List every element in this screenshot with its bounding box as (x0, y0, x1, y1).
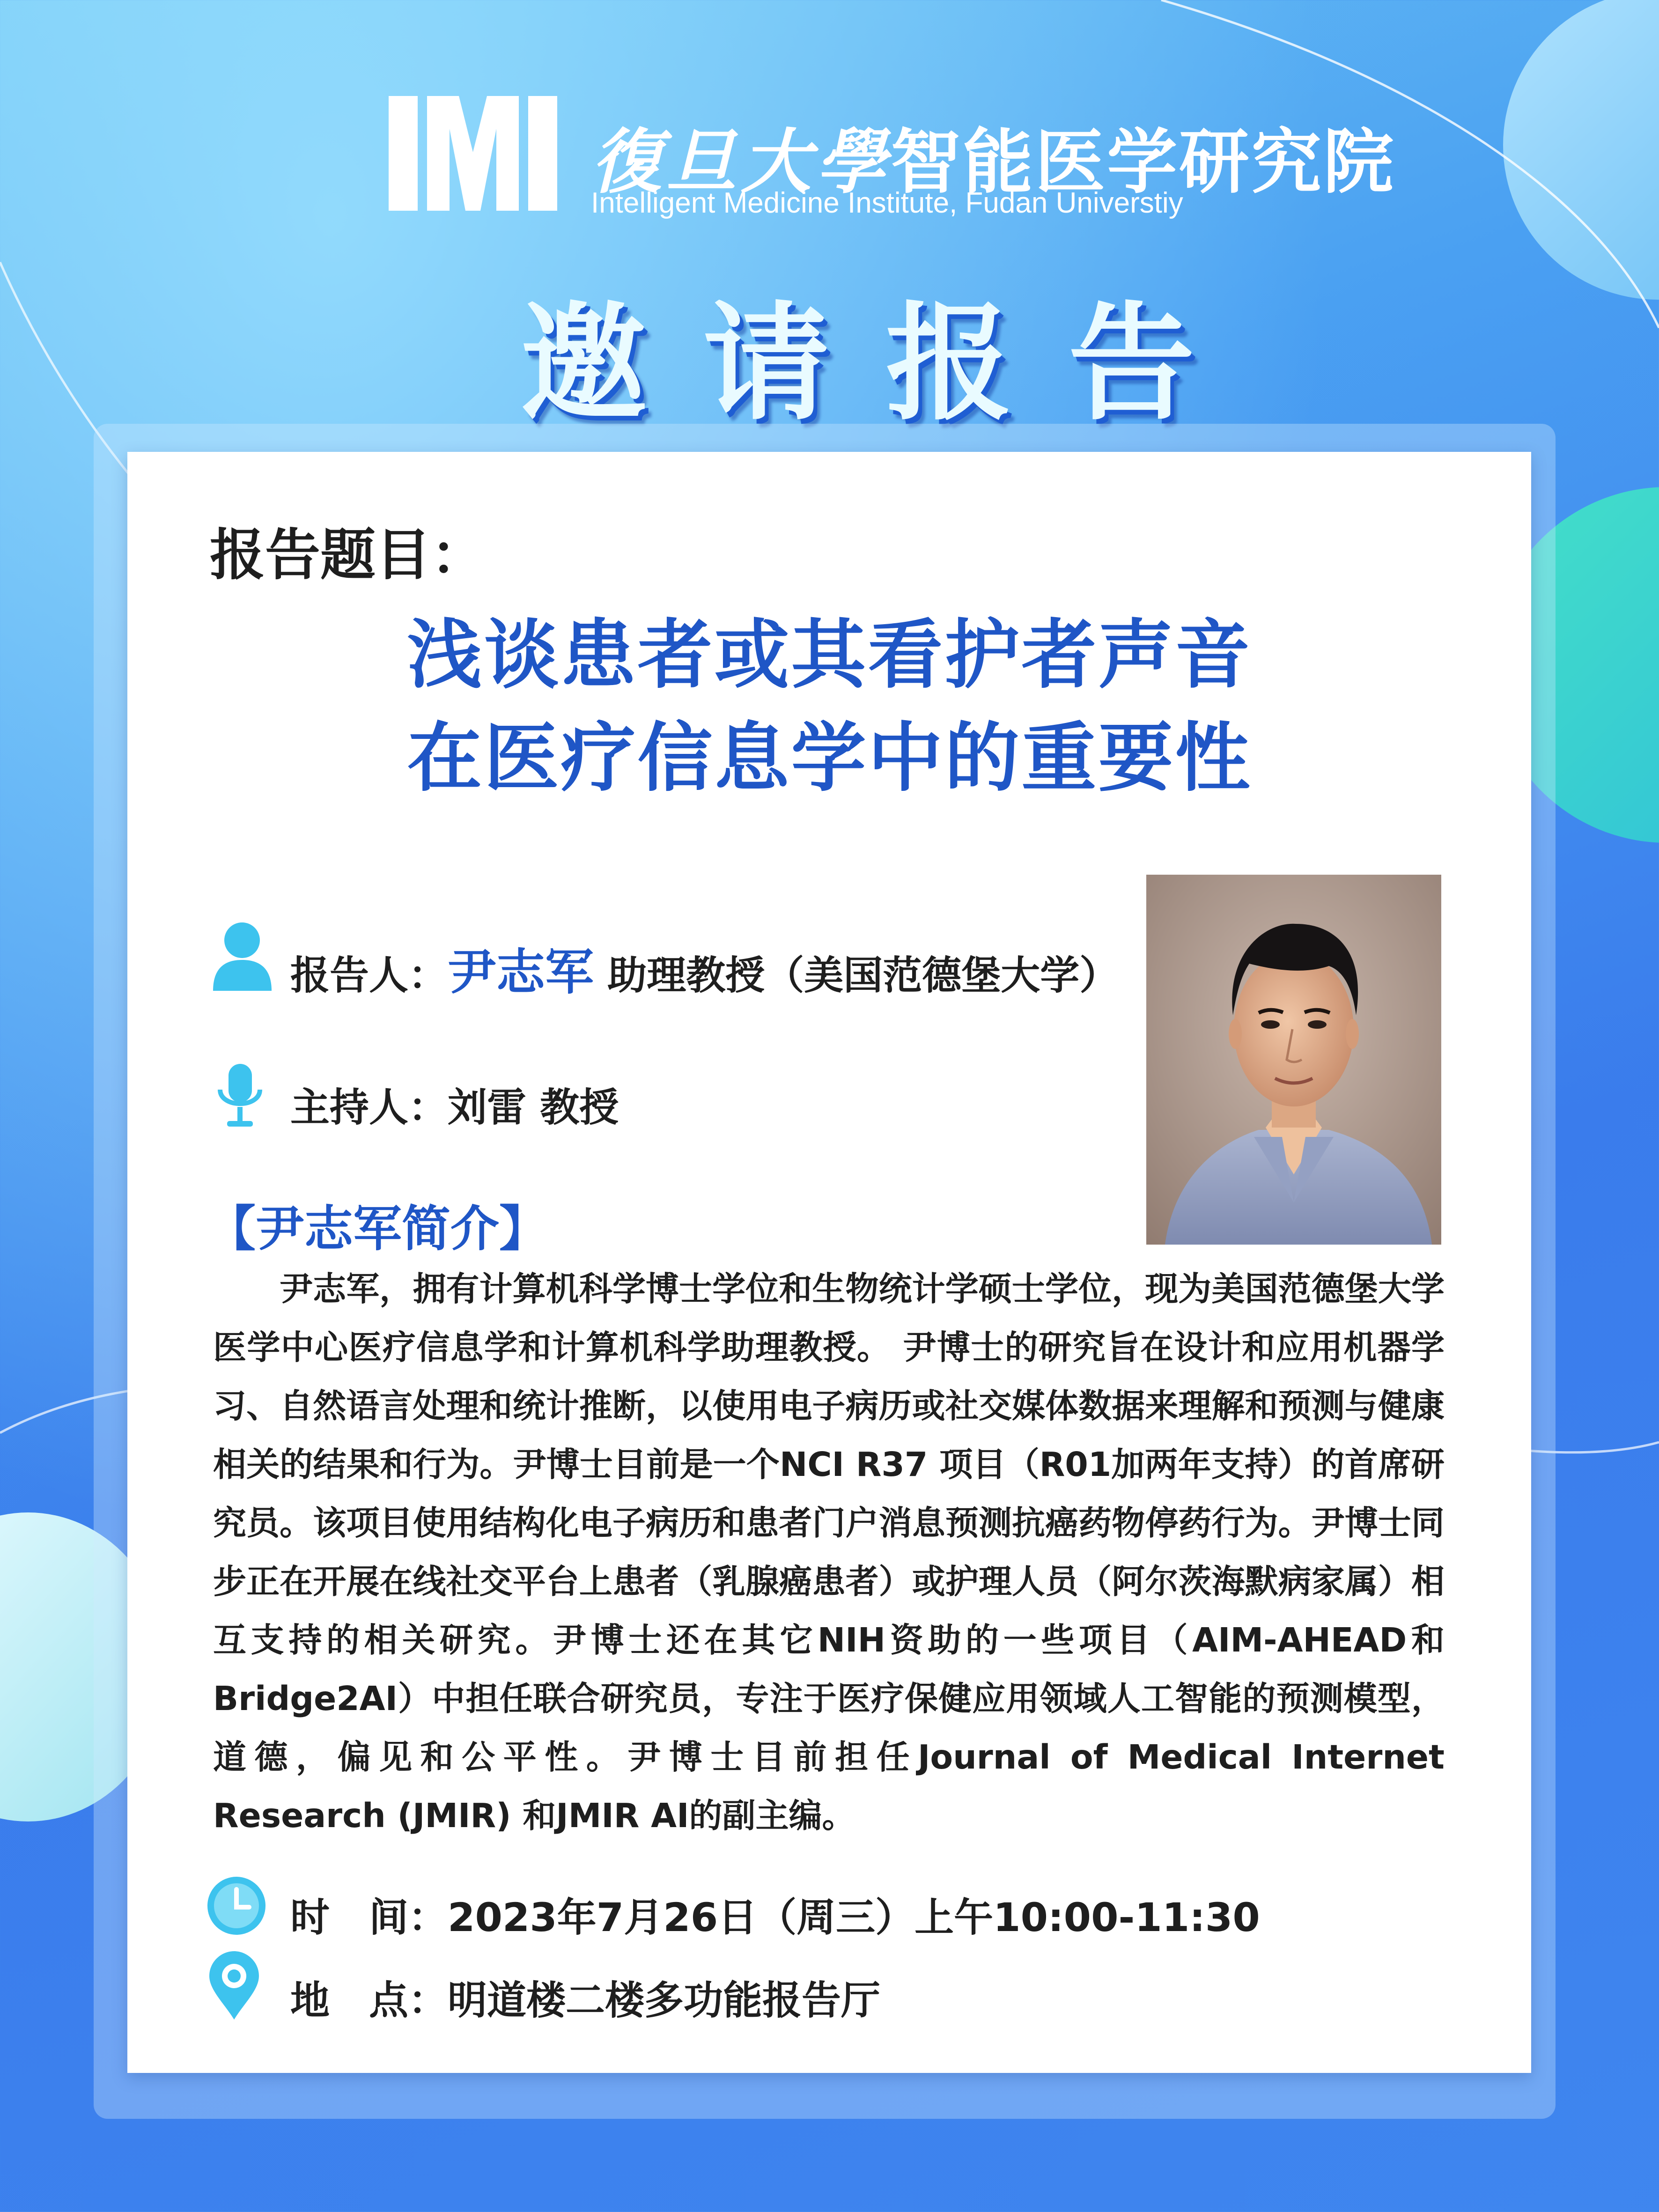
time-value: 2023年7月26日（周三）上午10:00-11:30 (448, 1895, 1260, 1940)
topic-label: 报告题目： (210, 523, 487, 587)
report-title-line2: 在医疗信息学中的重要性 (407, 714, 1252, 802)
host-label: 主持人： (290, 1084, 448, 1130)
clock-icon (206, 1875, 267, 1936)
speaker-name: 尹志军 (448, 944, 594, 1001)
host-row (290, 1076, 619, 1133)
speaker-photo (1146, 875, 1441, 1245)
imi-logo (389, 96, 557, 211)
microphone-icon (215, 1064, 265, 1129)
person-icon (213, 922, 272, 991)
report-title-line1: 浅谈患者或其看护者声音 (407, 611, 1252, 699)
banner-title: 邀请报告 (520, 290, 1251, 437)
bio-heading: 【尹志军简介】 (207, 1200, 548, 1257)
institute-cn: 智能医学研究院 (891, 121, 1396, 203)
location-value: 明道楼二楼多功能报告厅 (448, 1977, 881, 2023)
bio-text: 尹志军，拥有计算机科学博士学位和生物统计学硕士学位，现为美国范德堡大学医学中心医疗信息学和计算机科学助理教授。 尹博士的研究旨在设计和应用机器学习、自然语言处理和统计推断，以使用电子病历或社交媒体数据来理解和预测与健康相关的结果和行为。尹博士目前是一个NCI R37 项目（R01加两年支持）的首席研究员。该项目使用结构化电子病历和患者门户消息预测抗癌药物停药行为。尹博士同步正在开展在线社交平台上患者（乳腺癌患者）或护理人员（阿尔茨海默病家属）相互支持的相关研究。尹博士还在其它NIH资助的一些项目（AIM-AHEAD和Bridge2AI）中担任联合研究员，专注于医疗保健应用领域人工智能的预测模型，道德，偏见和公平性。尹博士目前担任Journal of Medical Internet Research (JMIR) 和JMIR AI的副主编。 (213, 1269, 1445, 1835)
speaker-row (290, 933, 1119, 1003)
location-pin-icon (208, 1950, 260, 2020)
host-value: 刘雷 教授 (448, 1084, 619, 1130)
time-row (290, 1886, 1260, 1943)
institute-en-name: Intelligent Medicine Institute, Fudan Universtiy (591, 187, 1183, 219)
speaker-label: 报告人： (290, 952, 448, 998)
time-label: 时 间： (290, 1895, 448, 1940)
university-calligraphy: 復旦大學 (591, 121, 891, 203)
speaker-position: 助理教授（美国范德堡大学） (607, 952, 1119, 998)
location-row (290, 1969, 880, 2026)
location-label: 地 点： (290, 1977, 448, 2023)
